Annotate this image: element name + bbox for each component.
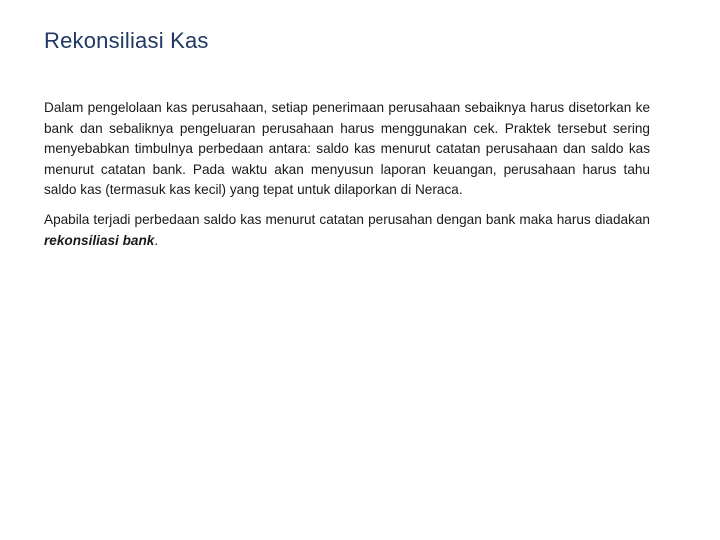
slide-title: Rekonsiliasi Kas [44,28,209,53]
slide-body [44,98,650,251]
paragraph-cash-management: Dalam pengelolaan kas perusahaan, setiap penerimaan perusahaan sebaiknya harus disetorkan ke bank dan sebaliknya pengeluaran perusahaan harus menggunakan cek. Praktek tersebut sering menyebabkan timbulnya perbedaan antara: saldo kas menurut catatan perusahaan dan saldo kas menurut catatan bank. Pada waktu akan menyusun laporan keuangan, perusahaan harus tahu saldo kas (termasuk kas kecil) yang tepat untuk dilaporkan di Neraca. [44,100,650,198]
paragraph-bank-reconciliation-end: . [154,232,159,248]
paragraph-bank-reconciliation-lead: Apabila terjadi perbedaan saldo kas menurut catatan perusahan dengan bank maka harus diadakan [44,211,650,227]
paragraph-bank-reconciliation [44,210,650,251]
emphasis-rekonsiliasi-bank: rekonsiliasi bank [44,232,155,248]
